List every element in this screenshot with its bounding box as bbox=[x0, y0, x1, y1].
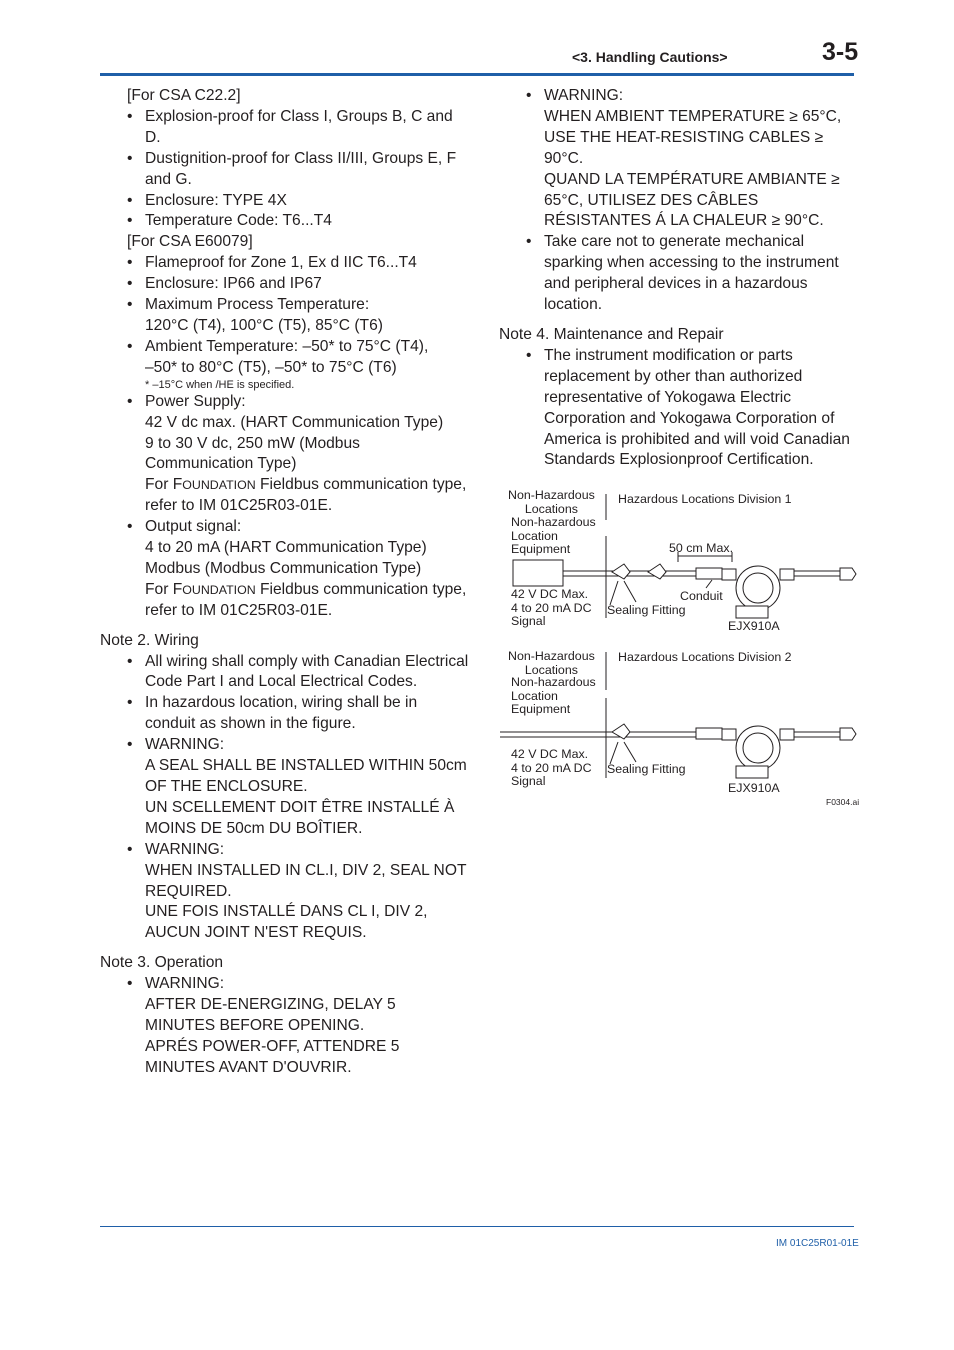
note3-list bbox=[100, 974, 470, 1079]
list-item bbox=[145, 974, 470, 1079]
footnote: * –15°C when /HE is specified. bbox=[145, 378, 295, 391]
note2-list bbox=[100, 652, 470, 945]
conduit-fitting bbox=[696, 568, 722, 579]
text-line: –50* to 80°C (T5), –50* to 75°C (T6) bbox=[145, 358, 397, 376]
note4-title: Note 4. Maintenance and Repair bbox=[499, 325, 724, 343]
text-line bbox=[145, 580, 470, 622]
text-fragment: Fieldbus communication type, refer to IM 01C25R03-01E. bbox=[145, 476, 467, 515]
d1-nonhazardous-label bbox=[508, 489, 595, 516]
right-warning-list bbox=[499, 86, 854, 316]
footer-doc-id: IM 01C25R01-01E bbox=[776, 1238, 859, 1249]
d1-model-label: EJX910A bbox=[728, 619, 780, 633]
text-line: UNE FOIS INSTALLÉ DANS CL I, DIV 2, AUCUN JOINT N'EST REQUIS. bbox=[145, 903, 428, 942]
text-line: 42 V DC Max. 4 to 20 mA DC Signal bbox=[511, 587, 592, 629]
text-fragment: Fieldbus communication type, refer to IM 01C25R03-01E. bbox=[145, 580, 467, 619]
leader-line bbox=[706, 580, 712, 588]
conduit-fitting bbox=[696, 728, 722, 739]
d2-hazardous-division-label: Hazardous Locations Division 2 bbox=[618, 650, 792, 664]
plug-end bbox=[840, 728, 856, 740]
text-line: QUAND LA TEMPÉRATURE AMBIANTE ≥ 65°C, UTILISEZ DES CÂBLES RÉSISTANTES Á LA CHALEUR ≥ 90°C. bbox=[544, 170, 840, 230]
note3-title: Note 3. Operation bbox=[100, 954, 224, 972]
list-item: • Take care not to generate mechanical sparking when accessing to the instrument and peripheral devices in a hazardous location. bbox=[544, 232, 854, 316]
text-line: • Output signal: bbox=[145, 518, 242, 536]
equipment-box bbox=[513, 560, 563, 586]
text-line bbox=[145, 475, 470, 517]
list-item: • All wiring shall comply with Canadian Electrical Code Part I and Local Electrical Codes. bbox=[145, 652, 470, 694]
text-line: 4 to 20 mA (HART Communication Type) bbox=[145, 539, 427, 557]
transmitter-face bbox=[743, 733, 773, 763]
right-column bbox=[499, 86, 854, 471]
text-line: • Maximum Process Temperature: bbox=[145, 296, 370, 314]
header-section-title: <3. Handling Cautions> bbox=[572, 49, 728, 65]
d2-sealing-fitting-label: Sealing Fitting bbox=[607, 762, 686, 776]
sealing-fitting bbox=[648, 564, 666, 579]
transmitter-base bbox=[736, 606, 768, 618]
list-item: • Explosion-proof for Class I, Groups B, C and D. bbox=[145, 107, 470, 149]
transmitter-neck bbox=[780, 729, 794, 740]
d1-equipment-label bbox=[511, 516, 596, 557]
transmitter-base bbox=[736, 766, 768, 778]
d1-conduit-label: Conduit bbox=[680, 589, 723, 603]
text-line: 120°C (T4), 100°C (T5), 85°C (T6) bbox=[145, 316, 383, 334]
list-item bbox=[145, 337, 470, 392]
d2-nonhazardous-label bbox=[508, 650, 595, 677]
list-item bbox=[145, 392, 470, 517]
transmitter-neck bbox=[722, 569, 736, 580]
text-line: A SEAL SHALL BE INSTALLED WITHIN 50cm OF THE ENCLOSURE. bbox=[145, 757, 467, 795]
text-line: Non-hazardous Location Equipment bbox=[511, 675, 596, 717]
list-item: • Enclosure: IP66 and IP67 bbox=[145, 274, 470, 295]
csa-c222-heading: [For CSA C22.2] bbox=[127, 87, 241, 104]
text-line: 42 V DC Max. 4 to 20 mA DC Signal bbox=[511, 747, 592, 789]
list-item: • Dustignition-proof for Class II/III, Groups E, F and G. bbox=[145, 149, 470, 191]
list-item: • In hazardous location, wiring shall be in conduit as shown in the figure. bbox=[145, 693, 470, 735]
text-line: UN SCELLEMENT DOIT ÊTRE INSTALLÉ À MOINS DE 50cm DU BOÎTIER. bbox=[145, 798, 455, 837]
note2-title: Note 2. Wiring bbox=[100, 631, 199, 649]
transmitter-neck bbox=[722, 729, 736, 740]
text-fragment: For F bbox=[145, 476, 183, 494]
csa-c222-list bbox=[100, 107, 470, 232]
plug-end bbox=[840, 568, 856, 580]
text-line: 42 V dc max. (HART Communication Type) bbox=[145, 413, 444, 431]
text-line: WHEN AMBIENT TEMPERATURE ≥ 65°C, USE THE HEAT-RESISTING CABLES ≥ 90°C. bbox=[544, 107, 842, 167]
text-line: Modbus (Modbus Communication Type) bbox=[145, 559, 422, 577]
text-line: APRÉS POWER-OFF, ATTENDRE 5 MINUTES AVANT D'OUVRIR. bbox=[145, 1037, 400, 1076]
footer-rule bbox=[100, 1226, 854, 1227]
text-line: Non-hazardous Location Equipment bbox=[511, 515, 596, 557]
text-line: • WARNING: bbox=[544, 87, 624, 104]
csa-e60079-heading: [For CSA E60079] bbox=[127, 233, 253, 251]
d1-sealing-fitting-label: Sealing Fitting bbox=[607, 603, 686, 617]
list-item bbox=[145, 517, 470, 622]
text-line: • WARNING: bbox=[145, 975, 225, 993]
list-item bbox=[145, 295, 470, 337]
page-number: 3-5 bbox=[822, 38, 859, 66]
list-item: • Temperature Code: T6...T4 bbox=[145, 211, 470, 232]
small-caps-fragment: OUNDATION bbox=[182, 582, 256, 597]
figure-id: F0304.ai bbox=[826, 797, 860, 807]
d2-model-label: EJX910A bbox=[728, 781, 780, 795]
text-line: 9 to 30 V dc, 250 mW (Modbus Communication Type) bbox=[145, 434, 360, 473]
leader-line bbox=[624, 742, 636, 762]
small-caps-fragment: OUNDATION bbox=[182, 478, 256, 493]
list-item bbox=[145, 735, 470, 840]
text-line: • Ambient Temperature: –50* to 75°C (T4), bbox=[145, 337, 429, 355]
header-rule bbox=[100, 73, 854, 76]
d1-signal-label bbox=[511, 588, 592, 629]
list-item bbox=[145, 840, 470, 945]
sealing-fitting bbox=[612, 564, 630, 579]
text-line: Non-Hazardous Locations bbox=[508, 649, 595, 677]
d1-hazardous-division-label: Hazardous Locations Division 1 bbox=[618, 492, 792, 506]
list-item: • Flameproof for Zone 1, Ex d IIC T6...T4 bbox=[145, 253, 470, 274]
text-line: AFTER DE-ENERGIZING, DELAY 5 MINUTES BEFORE OPENING. bbox=[145, 996, 396, 1034]
d2-signal-label bbox=[511, 748, 592, 789]
list-item: • The instrument modification or parts replacement by other than authorized representative of Yokogawa Electric Corporation and Yokogawa Corporation of America is prohibited and will void Canadian Standards Explosionproof Certification. bbox=[544, 346, 854, 471]
leader-line bbox=[610, 742, 618, 764]
text-line: • Power Supply: bbox=[145, 392, 246, 410]
transmitter-face bbox=[743, 573, 773, 603]
text-line: WHEN INSTALLED IN CL.I, DIV 2, SEAL NOT REQUIRED. bbox=[145, 861, 467, 900]
leader-line bbox=[610, 581, 618, 605]
d1-distance-label: 50 cm Max. bbox=[669, 541, 734, 555]
wiring-diagram bbox=[500, 480, 862, 810]
transmitter-neck bbox=[780, 569, 794, 580]
d2-equipment-label bbox=[511, 676, 596, 717]
text-line: • WARNING: bbox=[145, 736, 225, 754]
text-line: Non-Hazardous Locations bbox=[508, 488, 595, 516]
text-fragment: For F bbox=[145, 580, 183, 598]
left-column bbox=[100, 86, 470, 1079]
list-item: • Enclosure: TYPE 4X bbox=[145, 191, 470, 212]
list-item bbox=[544, 86, 854, 232]
text-line: • WARNING: bbox=[145, 840, 225, 858]
leader-line bbox=[624, 581, 636, 602]
note4-list bbox=[499, 346, 854, 471]
csa-e60079-list bbox=[100, 253, 470, 621]
